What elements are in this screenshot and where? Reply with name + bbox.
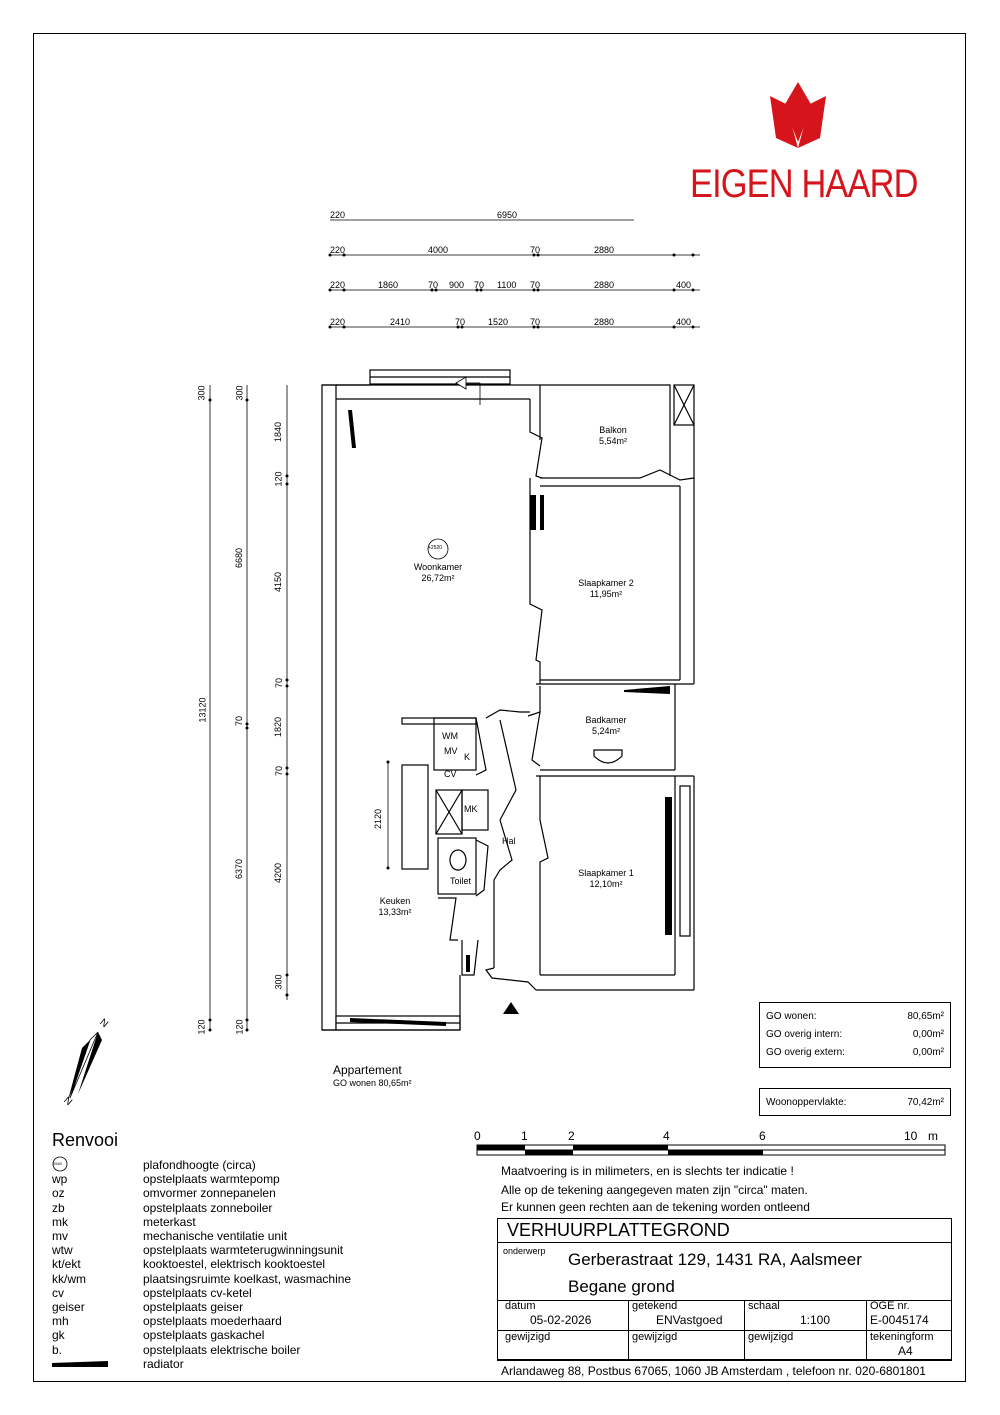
- legend-text: opstelplaats cv-ketel: [143, 1285, 252, 1300]
- dim-text: 120: [234, 1019, 245, 1035]
- label-cv: CV: [444, 769, 457, 779]
- dim-text: 300: [196, 385, 207, 401]
- logo-mark-icon: [770, 82, 826, 148]
- legend-code: geiser: [52, 1300, 85, 1314]
- compass-n-top: N: [97, 1016, 110, 1031]
- dim-text: 220: [330, 280, 346, 290]
- dim-text: 1860: [378, 280, 399, 290]
- dim-text: 220: [330, 317, 346, 327]
- dimension-ticks: [329, 254, 695, 329]
- room-toilet: Toilet: [450, 876, 472, 886]
- legend-code: oz: [52, 1186, 65, 1201]
- tekeningform-label: tekeningform: [870, 1331, 934, 1343]
- area-row: GO wonen: 80,65m²: [766, 1011, 944, 1022]
- dim-text: 4200: [273, 862, 284, 884]
- gewijzigd-label: gewijzigd: [748, 1331, 794, 1343]
- legend-code: zb: [52, 1200, 65, 1215]
- scale-tick: 2: [568, 1129, 575, 1143]
- label-k: K: [464, 752, 471, 762]
- dim-text: 1520: [488, 317, 509, 327]
- dim-text: 2120: [373, 808, 384, 830]
- dim-text: 300: [273, 974, 284, 990]
- legend-code: b.: [52, 1342, 63, 1357]
- dim-text: 70: [274, 677, 285, 689]
- dim-text: 13120: [197, 697, 208, 723]
- dim-text: 1820: [273, 716, 284, 738]
- legend-ceiling-icon: 2540: [53, 1161, 62, 1166]
- north-arrow-icon: [68, 1032, 102, 1100]
- dim-text: 2880: [594, 245, 615, 255]
- brand-logo-text: EIGEN HAARD: [690, 162, 918, 206]
- dim-text: 70: [530, 245, 541, 255]
- dim-text: 120: [196, 1019, 207, 1035]
- dim-text: 70: [474, 280, 485, 290]
- dim-text: 70: [234, 715, 245, 727]
- oge-label: OGE nr.: [870, 1300, 910, 1312]
- label-wm: WM: [442, 731, 458, 741]
- getekend-value: ENVastgoed: [656, 1313, 723, 1327]
- legend-code: cv: [52, 1285, 64, 1300]
- room-woonkamer: Woonkamer 26,72m²: [413, 562, 463, 583]
- dim-text: 2410: [390, 317, 411, 327]
- legend-title: Renvooi: [52, 1130, 119, 1150]
- floor-label: Begane grond: [568, 1277, 675, 1296]
- dim-text: 70: [530, 317, 541, 327]
- room-balkon: Balkon 5,54m²: [598, 425, 627, 446]
- dim-text: 400: [676, 317, 692, 327]
- legend-code: mv: [52, 1229, 68, 1243]
- onderwerp-label: onderwerp: [503, 1246, 546, 1256]
- dim-text: 120: [273, 471, 284, 487]
- dim-text: 300: [234, 385, 245, 401]
- dim-text: 220: [330, 210, 346, 220]
- legend-code: wtw: [52, 1243, 73, 1258]
- legend-code: mh: [52, 1314, 69, 1329]
- ceiling-height-label: +2520: [428, 545, 443, 551]
- dim-text: 1840: [273, 421, 284, 443]
- tekeningform-value: A4: [898, 1344, 913, 1358]
- titleblock-title: VERHUURPLATTEGROND: [507, 1220, 730, 1240]
- address: Gerberastraat 129, 1431 RA, Aalsmeer: [568, 1250, 862, 1269]
- schaal-label: schaal: [748, 1300, 780, 1312]
- room-slaapkamer-2: Slaapkamer 2 11,95m²: [578, 578, 634, 599]
- legend-text: omvormer zonnepanelen: [143, 1186, 276, 1201]
- legend-text: kooktoestel, elektrisch kooktoestel: [143, 1257, 326, 1272]
- oge-value: E-0045174: [870, 1313, 929, 1327]
- legend-text: meterkast: [143, 1214, 196, 1229]
- scale-tick: 10: [904, 1129, 918, 1143]
- scale-tick: 1: [521, 1129, 528, 1143]
- legend-text: opstelplaats zonneboiler: [143, 1200, 273, 1215]
- left-dimension-lines: [210, 385, 388, 1030]
- legend-code: kk/wm: [52, 1271, 86, 1286]
- scale-unit: m: [928, 1129, 938, 1143]
- gewijzigd-label: gewijzigd: [505, 1331, 551, 1343]
- legend-text: radiator: [143, 1356, 184, 1371]
- legend-text: opstelplaats gaskachel: [143, 1328, 265, 1343]
- dim-text: 220: [330, 245, 346, 255]
- room-hal: Hal: [502, 836, 516, 846]
- dim-text: 900: [449, 280, 465, 290]
- legend-code: mk: [52, 1214, 68, 1229]
- getekend-label: getekend: [632, 1300, 678, 1312]
- dim-text: 70: [530, 280, 541, 290]
- compass-n-bottom: N: [61, 1094, 74, 1109]
- room-badkamer: Badkamer 5,24m²: [585, 715, 627, 736]
- dim-text: 6950: [497, 210, 518, 220]
- legend-code: kt/ekt: [52, 1257, 81, 1272]
- dim-text: 70: [274, 765, 285, 777]
- schaal-value: 1:100: [800, 1313, 831, 1327]
- area-row: GO overig intern: 0,00m²: [766, 1029, 944, 1040]
- legend-code: gk: [52, 1328, 65, 1343]
- legend-text: plafondhoogte (circa): [143, 1158, 256, 1172]
- label-mv: MV: [444, 746, 458, 756]
- legend-text: opstelplaats warmteterugwinningsunit: [143, 1243, 344, 1258]
- legend-text: opstelplaats geiser: [143, 1300, 244, 1314]
- entry-arrow-icon: [456, 377, 480, 405]
- floor-plan-walls: [322, 370, 694, 1030]
- dim-text: 2880: [594, 280, 615, 290]
- datum-value: 05-02-2026: [530, 1313, 592, 1327]
- legend-text: mechanische ventilatie unit: [143, 1229, 288, 1243]
- dim-text: 1100: [497, 280, 517, 290]
- dim-text: 70: [428, 280, 439, 290]
- legend-text: opstelplaats warmtepomp: [143, 1172, 280, 1187]
- scale-tick: 4: [663, 1129, 670, 1143]
- scale-tick: 0: [474, 1129, 481, 1143]
- dim-text: 400: [676, 280, 692, 290]
- summary-title: Appartement: [333, 1063, 402, 1077]
- top-dimension-lines: [330, 220, 700, 327]
- legend-text: plaatsingsruimte koelkast, wasmachine: [143, 1271, 352, 1286]
- woonoppervlakte-box: Woonoppervlakte: 70,42m²: [759, 1088, 951, 1116]
- radiator-icon: [52, 1361, 108, 1367]
- dim-text: 6680: [234, 547, 245, 569]
- legend-text: opstelplaats moederhaard: [143, 1314, 282, 1329]
- dim-text: 70: [455, 317, 466, 327]
- room-slaapkamer-1: Slaapkamer 1 12,10m²: [578, 868, 634, 889]
- dim-text: 6370: [234, 858, 245, 880]
- legend-text: opstelplaats elektrische boiler: [143, 1342, 301, 1357]
- area-summary-box: [759, 1002, 951, 1068]
- gewijzigd-label: gewijzigd: [632, 1331, 678, 1343]
- datum-label: datum: [505, 1300, 536, 1312]
- summary-subtitle: GO wonen 80,65m²: [333, 1078, 412, 1088]
- area-row: GO overig extern: 0,00m²: [766, 1047, 944, 1058]
- note-line: Er kunnen geen rechten aan de tekening worden ontleend: [501, 1200, 810, 1214]
- dim-text: 4150: [273, 571, 284, 593]
- legend-code: wp: [52, 1172, 68, 1187]
- dim-text: 2880: [594, 317, 615, 327]
- footer-address: Arlandaweg 88, Postbus 67065, 1060 JB Amsterdam , telefoon nr. 020-6801801: [501, 1364, 926, 1378]
- note-line: Alle op de tekening aangegeven maten zijn "circa" maten.: [501, 1183, 808, 1197]
- note-line: Maatvoering is in milimeters, en is slechts ter indicatie !: [501, 1164, 794, 1178]
- label-mk: MK: [464, 804, 478, 814]
- dim-text: 4000: [428, 245, 449, 255]
- scale-tick: 6: [759, 1129, 766, 1143]
- room-keuken: Keuken 13,33m²: [378, 896, 412, 917]
